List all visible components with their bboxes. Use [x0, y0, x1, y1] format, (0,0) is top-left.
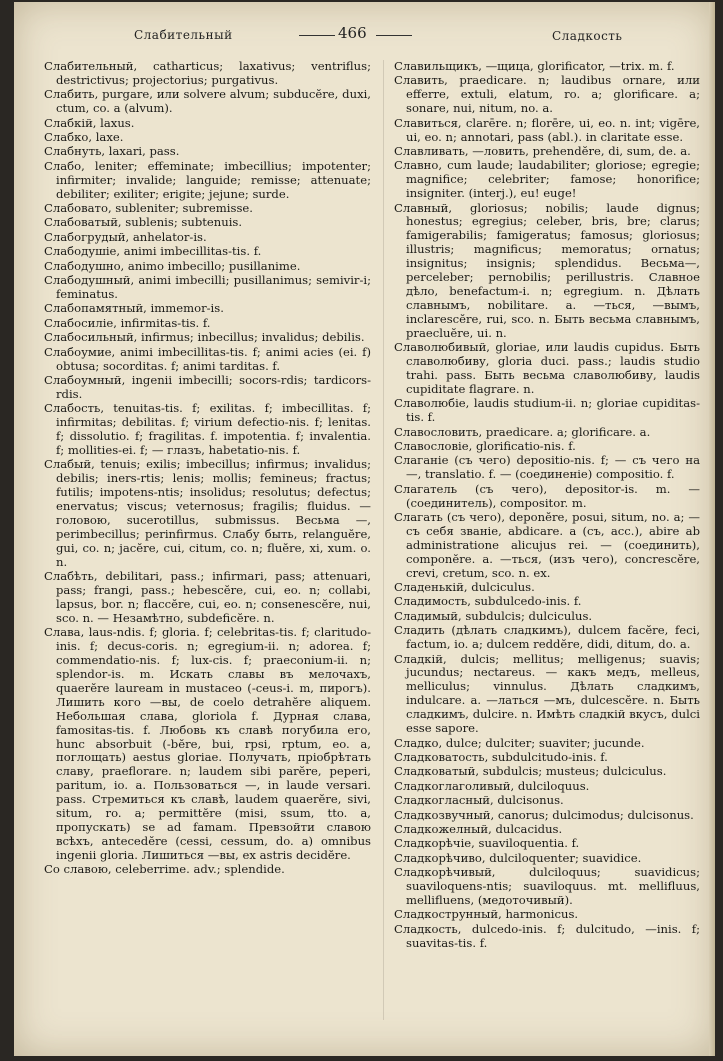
dictionary-entry: Слабо, leniter; effeminate; imbecillius; impotenter; infirmiter; invalide; languide; remisse; attenuate; debiliter; exiliter; erigite; jejune; surde. [44, 158, 371, 201]
dictionary-entry: Слабѣть, debilitari, pass.; infirmari, pass; attenuari, pass; frangi, pass.; hebescĕre, cui, eo. n; collabi, lapsus, bor. n; flaccĕre, cui, eo. n; consenescĕre, nui, sco. n. — Незамѣтно, subdeficĕre. n. [44, 569, 371, 625]
dictionary-entry: Славливать, —ловить, prehendĕre, di, sum, de. a. [394, 143, 691, 158]
dictionary-entry: Слабогрудый, anhelator-is. [44, 229, 207, 244]
dictionary-entry: Слабоумный, ingenii imbecilli; socors-rdis; tardicors-rdis. [44, 372, 371, 401]
dictionary-entry: Слабить, purgare, или solvere alvum; subducĕre, duxi, ctum, co. a (alvum). [44, 87, 371, 116]
dictionary-entry: Сладимость, subdulcedo-inis. f. [394, 594, 582, 609]
dictionary-entry: Сладить (дѣлать сладкимъ), dulcem facĕre, feci, factum, io. a; dulcem reddĕre, didi, ditum, do. a. [394, 623, 700, 652]
dictionary-entry: Слагатель (съ чего), depositor-is. m. — (соединитель), compositor. m. [394, 481, 700, 510]
dictionary-entry: Слагать (съ чего), deponĕre, posui, situm, no. a; — съ себя званіе, abdicare. a (съ, acc.), abire ab administratione alicujus rei. — (соединить), componĕre. a. —ться, (изъ чего), concrescĕre, crevi, cretum, sco. n. ex. [394, 510, 700, 580]
dictionary-entry: Сладко, dulce; dulciter; suaviter; jucunde. [394, 735, 645, 750]
right-column [394, 60, 700, 951]
dictionary-entry: Сладковатость, subdulcitudo-inis. f. [394, 749, 608, 764]
dictionary-entry: Слабосильный, infirmus; inbecillus; invalidus; debilis. [44, 330, 365, 345]
dictionary-entry: Слабкій, laxus. [44, 115, 135, 130]
dictionary-entry: Славильщикъ, —щица, glorificator, —trix. m. f. [394, 59, 675, 73]
dictionary-entry: Славолюбіе, laudis studium-ii. n; gloriae cupiditas-tis. f. [394, 396, 700, 425]
dictionary-entry: Славолюбивый, gloriae, или laudis cupidus. Быть славолюбиву, gloria duci. pass.; laudis studio trahi. pass. Быть весьма славолюбиву, laudis cupiditate flagrare. n. [394, 340, 700, 396]
dictionary-entry: Славословіе, glorificatio-nis. f. [394, 438, 576, 453]
dictionary-entry: Слабость, tenuitas-tis. f; exilitas. f; imbecillitas. f; infirmitas; debilitas. f; virium defectio-nis. f; lenitas. f; dissolutio. f; fragilitas. f. impotentia. f; invalentia. f; mollities-ei. f; — глазъ, habetatio-nis. f. [44, 401, 371, 457]
dictionary-entry: Слабопамятный, immemor-is. [44, 301, 224, 316]
header-rule-right [376, 35, 412, 36]
dictionary-entry: Слабовато, subleniter; subremisse. [44, 201, 253, 216]
dictionary-entry: Славно, cum laude; laudabiliter; gloriose; egregie; magnifice; celebriter; famose; honorifice; insigniter. (interj.), eu! euge! [394, 158, 700, 201]
dictionary-entry: Славиться, clarēre. n; florēre, ui, eo. n. int; vigēre, ui, eo. n; annotari, pass (abl.). in claritate esse. [394, 115, 700, 144]
dictionary-entry: Сладкогласный, dulcisonus. [394, 793, 564, 808]
dictionary-entry: Слабосиліе, infirmitas-tis. f. [44, 315, 211, 330]
dictionary-entry: Слабнуть, laxari, pass. [44, 144, 180, 159]
dictionary-page [14, 2, 715, 1056]
dictionary-entry: Сладенькій, dulciculus. [394, 580, 535, 595]
dictionary-entry: Со славою, celeberrime. adv.; splendide. [44, 862, 285, 877]
dictionary-entry: Славословить, praedicare. a; glorificare. a. [394, 424, 651, 439]
page-edge [709, 2, 715, 1056]
dictionary-entry: Слава, laus-ndis. f; gloria. f; celebritas-tis. f; claritudo-inis. f; decus-coris. n; egregium-ii. n; adorea. f; commendatio-nis. f; lux-cis. f; praeconium-ii. n; splendor-is. m. Искать славы въ мелочахъ, quaerĕre lauream in mustaceo (-ceus-i. m, пирогъ). Лишить кого —вы, de coelo detrahĕre aliquem. Небольшая слава, gloriola f. Дурная слава, famositas-tis. f. Любовь къ славѣ погубила его, hunc absorbuit (-bĕre, bui, rpsi, rptum, eo. a, поглощать) aestus gloriae. Получать, пріобрѣтать славу, praeflorare. n; laudem sibi parĕre, peperi, paritum, io. a. Пользоваться —, in laude versari. pass. Стремиться къ славѣ, laudem quaerĕre, sivi, situm, ro. a; permittĕre (misi, ssum, tto. a, пропускать) se ad famam. Превзойти славою всѣхъ, antecedĕre (cessi, cessum, do. a) omnibus ingenii gloria. Лишиться —вы, ex astris decidĕre. [44, 625, 371, 862]
header-rule-left [299, 35, 335, 36]
dictionary-entry: Славить, praedicare. n; laudibus ornare, или efferre, extuli, elatum, ro. a; glorificare. a; sonare, nui, nitum, no. a. [394, 73, 700, 116]
dictionary-entry: Слаганіе (съ чего) depositio-nis. f; — съ чего на —, translatio. f. — (соединеніе) compositio. f. [394, 453, 700, 482]
dictionary-entry: Сладкій, dulcis; mellitus; melligenus; suavis; jucundus; nectareus. — какъ медъ, melleus, melliculus; vinnulus. Дѣлать сладкимъ, indulcare. a. —латься —мъ, dulcescĕre. n. Быть сладкимъ, dulcire. n. Имѣть сладкій вкусъ, dulci esse sapore. [394, 651, 700, 736]
header-left-keyword: Слабительный [134, 28, 233, 42]
page-number: 466 [338, 24, 367, 42]
page-header [14, 24, 715, 52]
dictionary-entry: Сладковатый, subdulcis; musteus; dulciculus. [394, 764, 667, 779]
header-right-keyword: Сладкость [552, 29, 623, 43]
dictionary-entry: Сладкость, dulcedo-inis. f; dulcitudo, —inis. f; suavitas-tis. f. [394, 921, 700, 950]
dictionary-entry: Сладкожелный, dulcacidus. [394, 821, 563, 836]
dictionary-entry: Слабодушно, animo imbecillo; pusillanime. [44, 258, 301, 273]
dictionary-entry: Слабоватый, sublenis; subtenuis. [44, 215, 243, 230]
dictionary-entry: Сладкорѣчіе, suaviloquentia. f. [394, 836, 580, 851]
dictionary-entry: Слабительный, catharticus; laxativus; ventriflus; destrictivus; projectorius; purgativus. [44, 59, 371, 87]
dictionary-entry: Слабодушный, animi imbecilli; pusillanimus; semivir-i; feminatus. [44, 273, 371, 301]
dictionary-entry: Сладкозвучный, canorus; dulcimodus; dulcisonus. [394, 807, 694, 822]
dictionary-entry: Слабоумие, animi imbecillitas-tis. f; animi acies (ei. f) obtusa; socorditas. f; animi tarditas. f. [44, 344, 371, 373]
dictionary-entry: Слабко, laxe. [44, 130, 124, 145]
left-column [44, 60, 371, 878]
dictionary-entry: Слабый, tenuis; exilis; imbecillus; infirmus; invalidus; debilis; iners-rtis; lenis; mollis; femineus; fractus; futilis; impotens-ntis; insolidus; resolutus; defectus; enervatus; viscus; veternosus; fragilis; fluidus. — головою, sucerotillus, submissus. Весьма —, perimbecillus; perinfirmus. Слабу быть, relanguĕre, gui, co. n; jacĕre, cui, citum, co. n; fluĕre, xi, xum. o. n. [44, 457, 371, 569]
column-divider [383, 60, 384, 1020]
dictionary-entry: Славный, gloriosus; nobilis; laude dignus; honestus; egregius; celeber, bris, bre; clarus; famigerabilis; famigeratus; famosus; gloriosus; illustris; magnificus; memoratus; ornatus; insignitus; insignis; splendidus. Весьма—, perceleber; pernobilis; perillustris. Славное дѣло, benefactum-i. n; egregium. n. Дѣлать славнымъ, nobilitare. a. —ться, —вымъ, inclarescĕre, rui, sco. n. Быть весьма славнымъ, praecluĕre, ui. n. [394, 200, 700, 340]
dictionary-entry: Сладкорѣчивый, dulciloquus; suavidicus; suaviloquens-ntis; suaviloquus. mt. mellifluus, mellifluens, (медоточивый). [394, 865, 700, 907]
dictionary-entry: Слабодушіе, animi imbecillitas-tis. f. [44, 244, 262, 259]
dictionary-entry: Сладкострунный, harmonicus. [394, 907, 579, 922]
dictionary-entry: Сладкоглаголивый, dulciloquus. [394, 778, 590, 793]
dictionary-entry: Сладимый, subdulcis; dulciculus. [394, 608, 593, 623]
dictionary-entry: Сладкорѣчиво, dulciloquenter; suavidice. [394, 850, 642, 865]
